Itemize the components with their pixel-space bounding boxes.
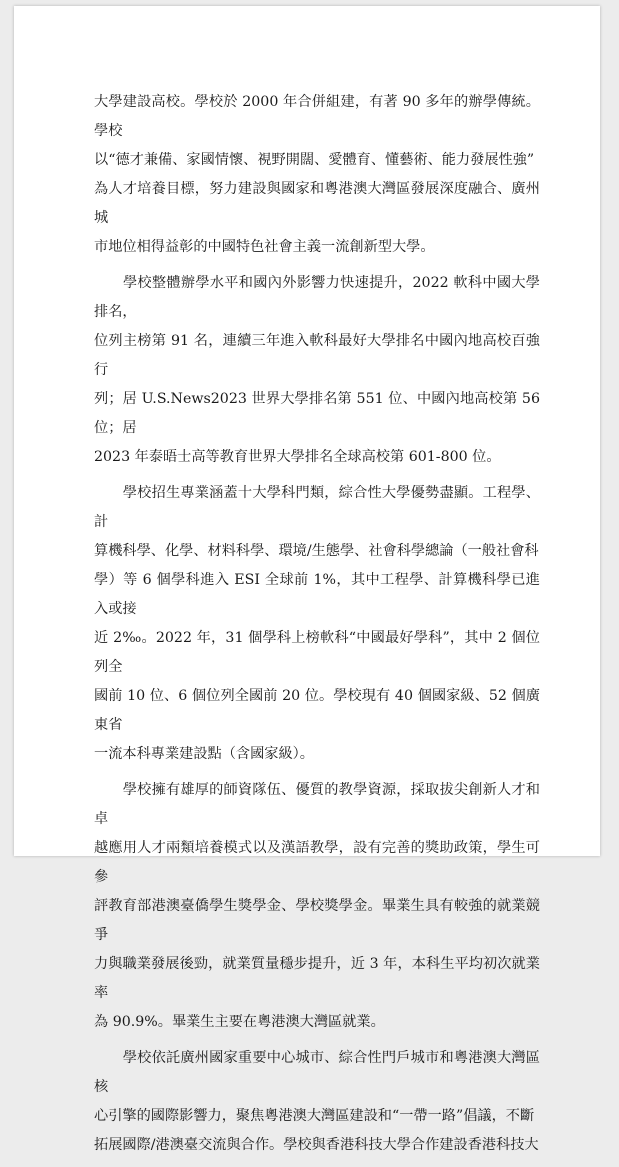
text-line: 評教育部港澳臺僑學生獎學金、學校獎學金。畢業生具有較強的就業競爭 (94, 898, 540, 943)
text-line: 學）等 6 個學科進入 ESI 全球前 1%，其中工程學、計算機科學已進入或接 (94, 572, 540, 617)
document-body (94, 88, 540, 1167)
paragraph-rankings (94, 269, 540, 472)
text-line: 學校擁有雄厚的師資隊伍、優質的教學資源，採取拔尖創新人才和卓 (94, 782, 540, 827)
paragraph-school-history (94, 88, 540, 262)
text-line: 位列主榜第 91 名，連續三年進入軟科最好大學排名中國內地高校百強行 (94, 333, 540, 378)
text-line: 拓展國際/港澳臺交流與合作。學校與香港科技大學合作建設香港科技大 (94, 1137, 539, 1153)
text-line: 以“德才兼備、家國情懷、視野開闊、愛體育、懂藝術、能力發展性強” (94, 152, 535, 168)
paragraph-teaching-employment (94, 776, 540, 1037)
text-line: 學校招生專業涵蓋十大學科門類，綜合性大學優勢盡顯。工程學、計 (94, 485, 540, 530)
text-line: 算機科學、化學、材料科學、環境/生態學、社會科學總論（一般社會科 (94, 543, 539, 559)
text-line: 心引擎的國際影響力，聚焦粵港澳大灣區建設和“一帶一路”倡議，不斷 (94, 1108, 535, 1124)
text-line: 列；居 U.S.News2023 世界大學排名第 551 位、中國內地高校第 56 位；居 (94, 391, 540, 436)
text-line: 力與職業發展後勁，就業質量穩步提升，近 3 年，本科生平均初次就業率 (94, 956, 540, 1001)
text-line: 大學建設高校。學校於 2000 年合併組建，有著 90 多年的辦學傳統。學校 (94, 94, 540, 139)
document-page (14, 6, 600, 1153)
text-line: 學校依託廣州國家重要中心城市、綜合性門戶城市和粵港澳大灣區核 (94, 1050, 540, 1095)
text-line: 近 2‰。2022 年，31 個學科上榜軟科“中國最好學科”，其中 2 個位列全 (94, 630, 540, 675)
text-line: 為 90.9%。畢業生主要在粵港澳大灣區就業。 (94, 1014, 385, 1030)
text-line: 為人才培養目標，努力建設與國家和粵港澳大灣區發展深度融合、廣州城 (94, 181, 540, 226)
paragraph-international-cooperation (94, 1044, 540, 1160)
text-line: 市地位相得益彰的中國特色社會主義一流創新型大學。 (94, 239, 435, 255)
text-line: 國前 10 位、6 個位列全國前 20 位。學校現有 40 個國家級、52 個廣東省 (94, 688, 540, 733)
text-line: 越應用人才兩類培養模式以及漢語教學，設有完善的獎助政策，學生可參 (94, 840, 540, 885)
text-line: 2023 年泰晤士高等教育世界大學排名全球高校第 601-800 位。 (94, 449, 501, 465)
paragraph-disciplines (94, 479, 540, 769)
text-line: 一流本科專業建設點（含國家級）。 (94, 746, 314, 762)
text-line: 學校整體辦學水平和國內外影響力快速提升，2022 軟科中國大學排名， (94, 275, 540, 320)
